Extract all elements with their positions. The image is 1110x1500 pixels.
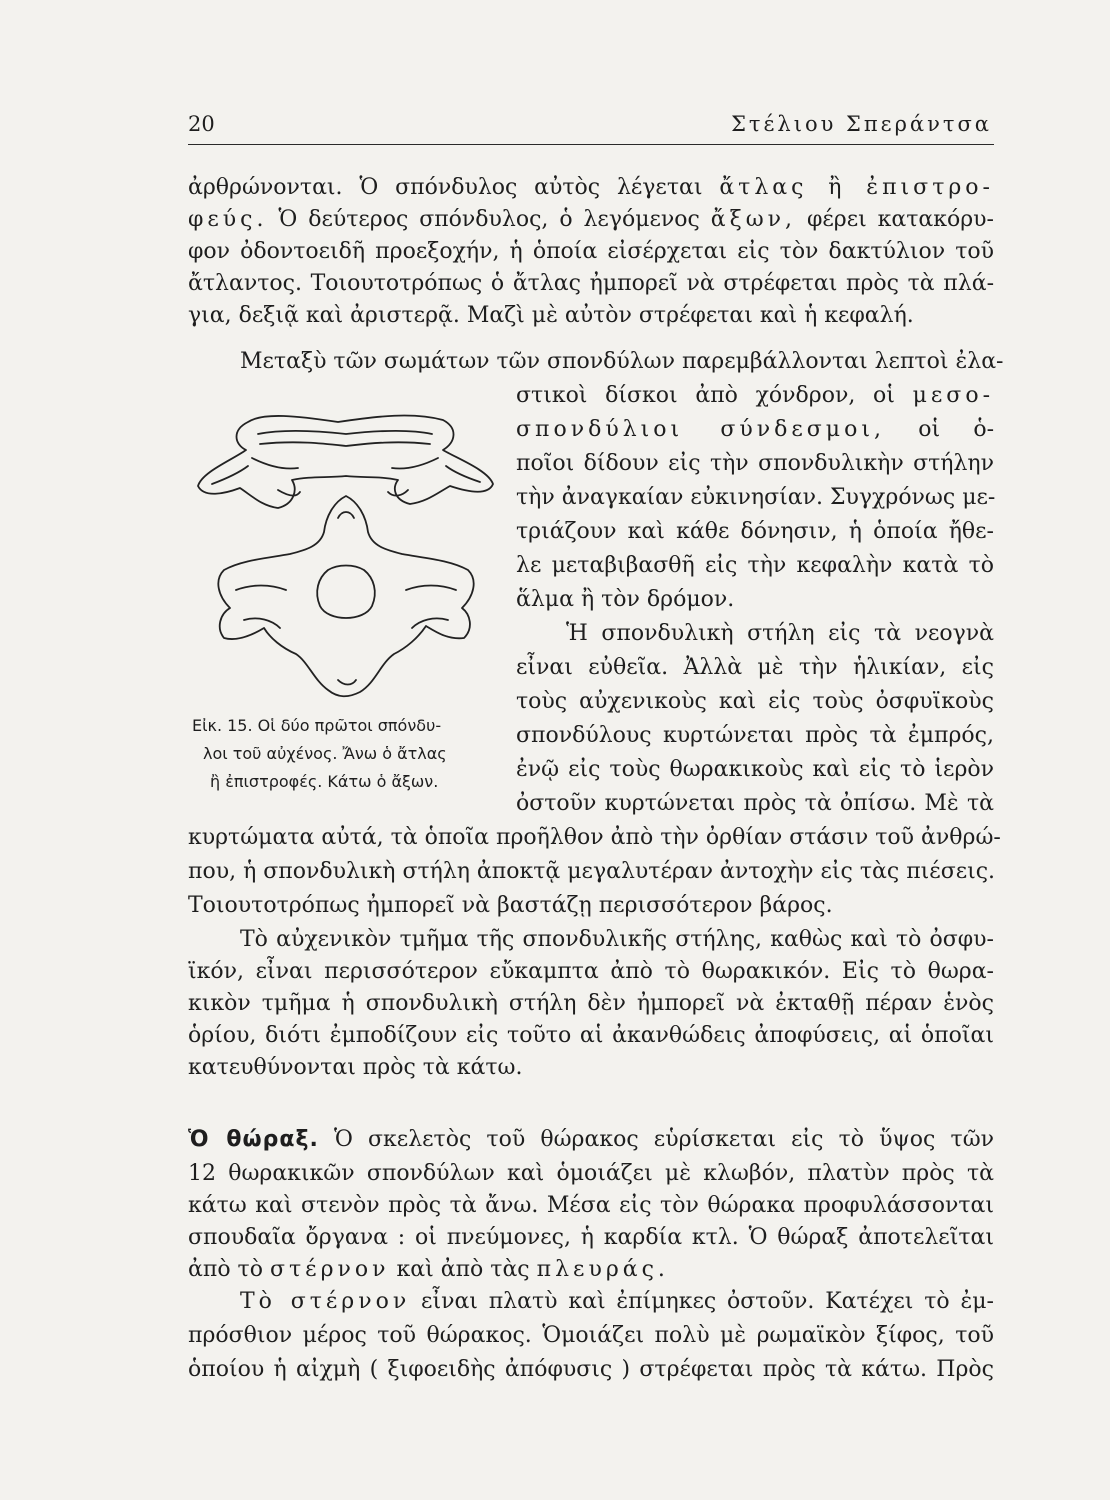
vertebrae-illustration [188,400,508,710]
text-line: λε μεταβιβασθῆ εἰς τὴν κεφαλὴν κατὰ τὸ [516,553,994,578]
text-line: Τὸ στέρνον εἶναι πλατὺ καὶ ἐπίμηκες ὀστοῦν. Κατέχει τὸ ἐμ- [240,1289,994,1314]
figure-caption-line: λοι τοῦ αὐχένος. Ἄνω ὁ ἄτλας [203,744,447,763]
text-line: Ἡ σπονδυλικὴ στήλη εἰς τὰ νεογνὰ [566,621,994,646]
text-line: Τοιουτοτρόπως ἠμπορεῖ νὰ βαστάζῃ περισσότερον βάρος. [188,893,833,918]
text-line: ποῖοι δίδουν εἰς τὴν σπονδυλικὴν στήλην [516,451,994,476]
text-line: 12 θωρακικῶν σπονδύλων καὶ ὁμοιάζει μὲ κλωβόν, πλατὺν πρὸς τὰ [188,1161,994,1186]
text-line: φεύς. Ὁ δεύτερος σπόνδυλος, ὁ λεγόμενος ἄξων, φέρει κατακόρυ- [188,207,994,232]
text-line: ἀπὸ τὸ στέρνον καὶ ἀπὸ τὰς πλευράς. [188,1257,669,1282]
text-line: σπουδαῖα ὄργανα : οἱ πνεύμονες, ἡ καρδία κτλ. Ὁ θώραξ ἀποτελεῖται [188,1225,994,1250]
text-line: κικὸν τμῆμα ἡ σπονδυλικὴ στήλη δὲν ἠμπορεῖ νὰ ἐκταθῇ πέραν ἑνὸς [188,991,994,1016]
text-line: πρόσθιον μέρος τοῦ θώρακος. Ὁμοιάζει πολὺ μὲ ρωμαϊκὸν ξίφος, τοῦ [188,1323,994,1348]
text-line: ἀρθρώνονται. Ὁ σπόνδυλος αὐτὸς λέγεται ἄτλας ἢ ἐπιστρο- [188,175,994,200]
text-line: τοὺς αὐχενικοὺς καὶ εἰς τοὺς ὀσφυϊκοὺς [516,689,994,714]
text-line: κυρτώματα αὐτά, τὰ ὁποῖα προῆλθον ἀπὸ τὴν ὀρθίαν στάσιν τοῦ ἀνθρώ- [188,825,1001,850]
text-line: στικοὶ δίσκοι ἀπὸ χόνδρον, οἱ μεσο- [516,383,995,408]
figure-caption-line: ἢ ἐπιστροφές. Κάτω ὁ ἄξων. [210,772,439,791]
text-line: κατευθύνονται πρὸς τὰ κάτω. [188,1055,523,1080]
text-line: ϊκόν, εἶναι περισσότερον εὔκαμπτα ἀπὸ τὸ θωρακικόν. Εἰς τὸ θωρα- [188,959,994,984]
section-heading: Ὁ θώραξ. [188,1127,319,1152]
text-line: ὁρίου, διότι ἐμποδίζουν εἰς τοῦτο αἱ ἀκανθώδεις ἀποφύσεις, αἱ ὁποῖαι [188,1023,994,1048]
figure-caption-line: Εἰκ. 15. Οἱ δύο πρῶτοι σπόνδυ- [192,716,442,735]
running-head: Στέλιου Σπεράντσα [731,112,992,136]
page-number: 20 [188,112,215,136]
text-line: ὁποίου ἡ αἰχμὴ ( ξιφοειδὴς ἀπόφυσις ) στρέφεται πρὸς τὰ κάτω. Πρὸς [188,1357,994,1382]
text-line: τὴν ἀναγκαίαν εὐκινησίαν. Συγχρόνως με- [516,485,996,510]
text-line: φον ὀδοντοειδῆ προεξοχήν, ἡ ὁποία εἰσέρχεται εἰς τὸν δακτύλιον τοῦ [188,239,994,264]
atlas-vertebra [198,416,493,508]
text-line: σπονδύλους κυρτώνεται πρὸς τὰ ἐμπρός, [516,723,994,748]
text-line: που, ἡ σπονδυλικὴ στήλη ἀποκτᾷ μεγαλυτέραν ἀντοχὴν εἰς τὰς πιέσεις. [188,859,996,884]
text-line: τριάζουν καὶ κάθε δόνησιν, ἡ ὁποία ἤθε- [516,519,994,544]
text-line: Τὸ αὐχενικὸν τμῆμα τῆς σπονδυλικῆς στήλης, καθὼς καὶ τὸ ὀσφυ- [240,927,994,952]
text-line: εἶναι εὐθεῖα. Ἀλλὰ μὲ τὴν ἡλικίαν, εἰς [516,655,994,680]
axis-vertebra [218,496,473,696]
text-line: ἐνῷ εἰς τοὺς θωρακικοὺς καὶ εἰς τὸ ἱερὸν [516,757,994,782]
text-line: ἅλμα ἢ τὸν δρόμον. [516,587,735,612]
text-line: για, δεξιᾷ καὶ ἀριστερᾷ. Μαζὶ μὲ αὐτὸν στρέφεται καὶ ἡ κεφαλή. [188,303,914,328]
text-line: ἄτλαντος. Τοιουτοτρόπως ὁ ἄτλας ἠμπορεῖ νὰ στρέφεται πρὸς τὰ πλά- [188,271,994,296]
text-line: ὀστοῦν κυρτώνεται πρὸς τὰ ὀπίσω. Μὲ τὰ [516,791,994,816]
text-line: Μεταξὺ τῶν σωμάτων τῶν σπονδύλων παρεμβάλλονται λεπτοὶ ἐλα- [240,349,1004,374]
page-header [188,104,994,145]
text-line: Ὁ θώραξ. Ὁ σκελετὸς τοῦ θώρακος εὑρίσκεται εἰς τὸ ὕψος τῶν [188,1127,995,1152]
text-line: κάτω καὶ στενὸν πρὸς τὰ ἄνω. Μέσα εἰς τὸν θώρακα προφυλάσσονται [188,1193,994,1218]
text-line: σπονδύλιοι σύνδεσμοι, οἱ ὁ- [516,417,994,442]
